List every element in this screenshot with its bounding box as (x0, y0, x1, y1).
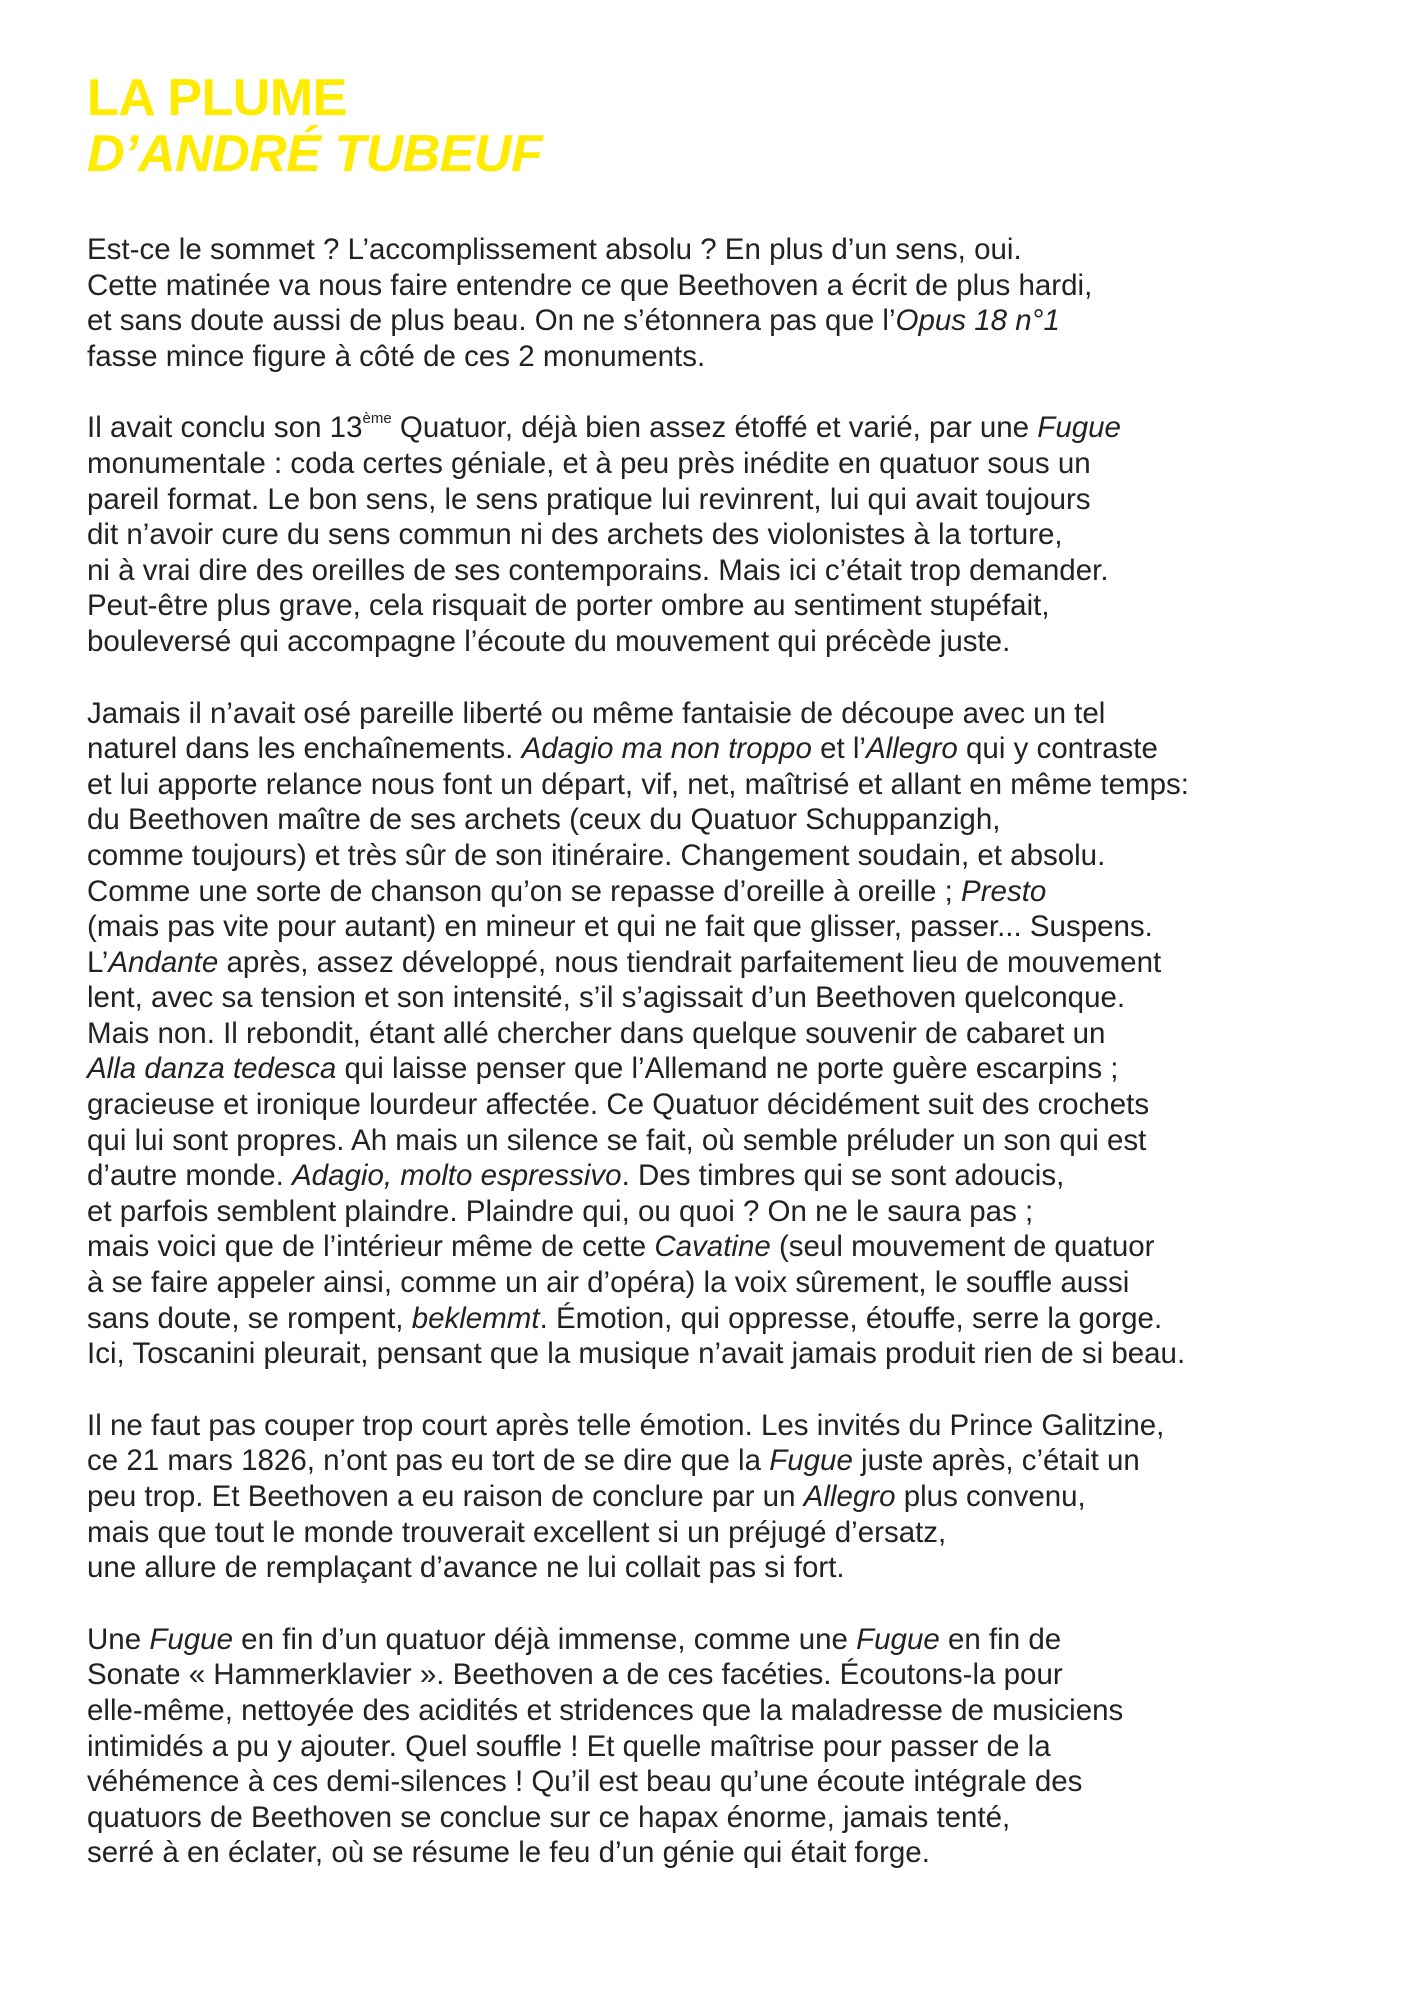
text-line (87, 446, 1347, 482)
text-line (87, 802, 1347, 838)
text-segment: serré à en éclater, où se résume le feu d’un génie qui était forge. (87, 1836, 930, 1870)
italic-term: Fugue (856, 1622, 940, 1656)
text-line (87, 731, 1347, 767)
text-line (87, 232, 1347, 268)
text-segment: elle-même, nettoyée des acidités et stridences que la maladresse de musiciens (87, 1693, 1124, 1727)
text-segment: qui lui sont propres. Ah mais un silence se fait, où semble préluder un son qui est (87, 1123, 1147, 1157)
ordinal-superscript: ème (362, 410, 392, 428)
italic-term: Cavatine (654, 1230, 771, 1264)
text-segment: sans doute, se rompent, (87, 1301, 412, 1335)
text-segment: gracieuse et ironique lourdeur affectée. Ce Quatuor décidément suit des crochets (87, 1088, 1150, 1122)
text-segment: quatuors de Beethoven se conclue sur ce hapax énorme, jamais tenté, (87, 1800, 1011, 1834)
text-line (87, 1016, 1347, 1052)
text-line (87, 1657, 1347, 1693)
text-line (87, 410, 1347, 446)
italic-term: Alla danza tedesca (87, 1052, 337, 1086)
text-line (87, 1693, 1347, 1729)
text-segment: dit n’avoir cure du sens commun ni des archets des violonistes à la torture, (87, 518, 1063, 552)
text-line (87, 1158, 1347, 1194)
text-segment: ce 21 mars 1826, n’ont pas eu tort de se dire que la (87, 1444, 770, 1478)
text-line (87, 1764, 1347, 1800)
text-line (87, 1835, 1347, 1871)
text-line (87, 1550, 1347, 1586)
text-segment: Il avait conclu son 13 (87, 411, 363, 445)
text-line (87, 767, 1347, 803)
text-line (87, 553, 1347, 589)
text-segment: Ici, Toscanini pleurait, pensant que la musique n’avait jamais produit rien de si beau. (87, 1337, 1186, 1371)
text-line (87, 1729, 1347, 1765)
text-segment: Est-ce le sommet ? L’accomplissement absolu ? En plus d’un sens, oui. (87, 233, 1022, 266)
text-line (87, 1800, 1347, 1836)
text-segment: . Des timbres qui se sont adoucis, (621, 1159, 1065, 1193)
text-segment: Comme une sorte de chanson qu’on se repasse d’oreille à oreille ; (87, 874, 962, 908)
text-line (87, 696, 1347, 732)
text-segment: du Beethoven maître de ses archets (ceux du Quatuor Schuppanzigh, (87, 803, 1001, 837)
text-line (87, 339, 1347, 375)
text-segment: monumentale : coda certes géniale, et à peu près inédite en quatuor sous un (87, 446, 1091, 480)
text-segment: mais que tout le monde trouverait excellent si un préjugé d’ersatz, (87, 1515, 947, 1549)
text-line (87, 1408, 1347, 1444)
text-segment: et parfois semblent plaindre. Plaindre qui, ou quoi ? On ne le saura pas ; (87, 1194, 1034, 1228)
text-segment: Peut-être plus grave, cela risquait de porter ombre au sentiment stupéfait, (87, 589, 1050, 623)
text-segment: bouleversé qui accompagne l’écoute du mouvement qui précède juste. (87, 624, 1011, 658)
text-line (87, 1229, 1347, 1265)
text-line (87, 909, 1347, 945)
text-line (87, 517, 1347, 553)
article-body (87, 232, 1347, 1871)
text-segment: intimidés a pu y ajouter. Quel souffle ! Et quelle maîtrise pour passer de la (87, 1729, 1051, 1763)
text-line (87, 838, 1347, 874)
paragraph (87, 696, 1347, 1372)
text-segment: . Émotion, qui oppresse, étouffe, serre la gorge. (539, 1301, 1163, 1335)
text-segment: (mais pas vite pour autant) en mineur et qui ne fait que glisser, passer... Suspens. (87, 910, 1153, 944)
text-segment: peu trop. Et Beethoven a eu raison de conclure par un (87, 1480, 804, 1513)
article-title (87, 70, 1347, 182)
text-segment: véhémence à ces demi-silences ! Qu’il est beau qu’une écoute intégrale des (87, 1765, 1083, 1799)
text-segment: naturel dans les enchaînements. (87, 732, 522, 766)
text-segment: Sonate « Hammerklavier ». Beethoven a de ces facéties. Écoutons-la pour (87, 1658, 1063, 1692)
text-segment: mais voici que de l’intérieur même de cette (87, 1230, 655, 1264)
italic-term: Allegro (803, 1480, 896, 1513)
text-segment: (seul mouvement de quatuor (770, 1230, 1155, 1264)
text-line (87, 1051, 1347, 1087)
italic-term: Opus 18 n°1 (895, 304, 1060, 338)
text-segment: pareil format. Le bon sens, le sens pratique lui revinrent, lui qui avait toujours (87, 482, 1091, 516)
text-line (87, 874, 1347, 910)
text-segment: en fin de (939, 1622, 1062, 1656)
text-line (87, 624, 1347, 660)
text-line (87, 1087, 1347, 1123)
text-segment: ni à vrai dire des oreilles de ses contemporains. Mais ici c’était trop demander. (87, 553, 1109, 587)
title-line-1: LA PLUME (87, 69, 347, 127)
text-line (87, 980, 1347, 1016)
text-segment: et l’ (811, 732, 866, 766)
italic-term: Adagio ma non troppo (521, 732, 812, 766)
text-line (87, 588, 1347, 624)
text-line (87, 1622, 1347, 1658)
text-line (87, 1265, 1347, 1301)
italic-term: Presto (961, 874, 1047, 908)
paragraph (87, 1408, 1347, 1586)
italic-term: Allegro (865, 732, 958, 766)
text-line (87, 303, 1347, 339)
text-line (87, 945, 1347, 981)
text-segment: en fin d’un quatuor déjà immense, comme une (232, 1622, 857, 1656)
title-line-2: D’ANDRÉ TUBEUF (87, 125, 543, 183)
text-segment: d’autre monde. (87, 1159, 292, 1193)
text-line (87, 482, 1347, 518)
paragraph (87, 410, 1347, 659)
text-segment: Il ne faut pas couper trop court après telle émotion. Les invités du Prince Galitzine, (87, 1408, 1165, 1442)
text-segment: L’ (87, 945, 109, 979)
text-segment: une allure de remplaçant d’avance ne lui collait pas si fort. (87, 1551, 845, 1585)
italic-term: Andante (108, 945, 219, 979)
text-segment: après, assez développé, nous tiendrait parfaitement lieu de mouvement (218, 945, 1162, 979)
text-line (87, 268, 1347, 304)
text-segment: Une (87, 1622, 150, 1656)
text-segment: fasse mince figure à côté de ces 2 monuments. (87, 339, 706, 373)
text-segment: qui laisse penser que l’Allemand ne porte guère escarpins ; (336, 1052, 1119, 1086)
text-line (87, 1479, 1347, 1515)
italic-term: Fugue (149, 1622, 233, 1656)
text-line (87, 1515, 1347, 1551)
italic-term: Fugue (1037, 411, 1121, 445)
text-segment: à se faire appeler ainsi, comme un air d’opéra) la voix sûrement, le souffle aussi (87, 1266, 1130, 1300)
text-segment: Cette matinée va nous faire entendre ce que Beethoven a écrit de plus hardi, (87, 268, 1093, 302)
text-segment: et sans doute aussi de plus beau. On ne s’étonnera pas que l’ (87, 304, 896, 338)
text-segment: Quatuor, déjà bien assez étoffé et varié, par une (391, 411, 1038, 445)
italic-term: beklemmt (411, 1301, 540, 1335)
text-segment: Jamais il n’avait osé pareille liberté ou même fantaisie de découpe avec un tel (87, 696, 1106, 730)
text-line (87, 1123, 1347, 1159)
text-segment: comme toujours) et très sûr de son itinéraire. Changement soudain, et absolu. (87, 838, 1106, 872)
text-segment: lent, avec sa tension et son intensité, s’il s’agissait d’un Beethoven quelconque. (87, 981, 1126, 1015)
text-segment: qui y contraste (957, 732, 1158, 766)
text-segment: juste après, c’était un (852, 1444, 1140, 1478)
italic-term: Adagio, molto espressivo (292, 1159, 622, 1193)
paragraph (87, 1622, 1347, 1871)
text-segment: et lui apporte relance nous font un départ, vif, net, maîtrisé et allant en même temps: (87, 767, 1189, 801)
italic-term: Fugue (769, 1444, 853, 1478)
text-segment: Mais non. Il rebondit, étant allé chercher dans quelque souvenir de cabaret un (87, 1016, 1106, 1050)
text-segment: plus convenu, (895, 1480, 1086, 1513)
text-line (87, 1301, 1347, 1337)
article (87, 70, 1347, 1871)
paragraph (87, 232, 1347, 374)
text-line (87, 1336, 1347, 1372)
text-line (87, 1194, 1347, 1230)
text-line (87, 1443, 1347, 1479)
